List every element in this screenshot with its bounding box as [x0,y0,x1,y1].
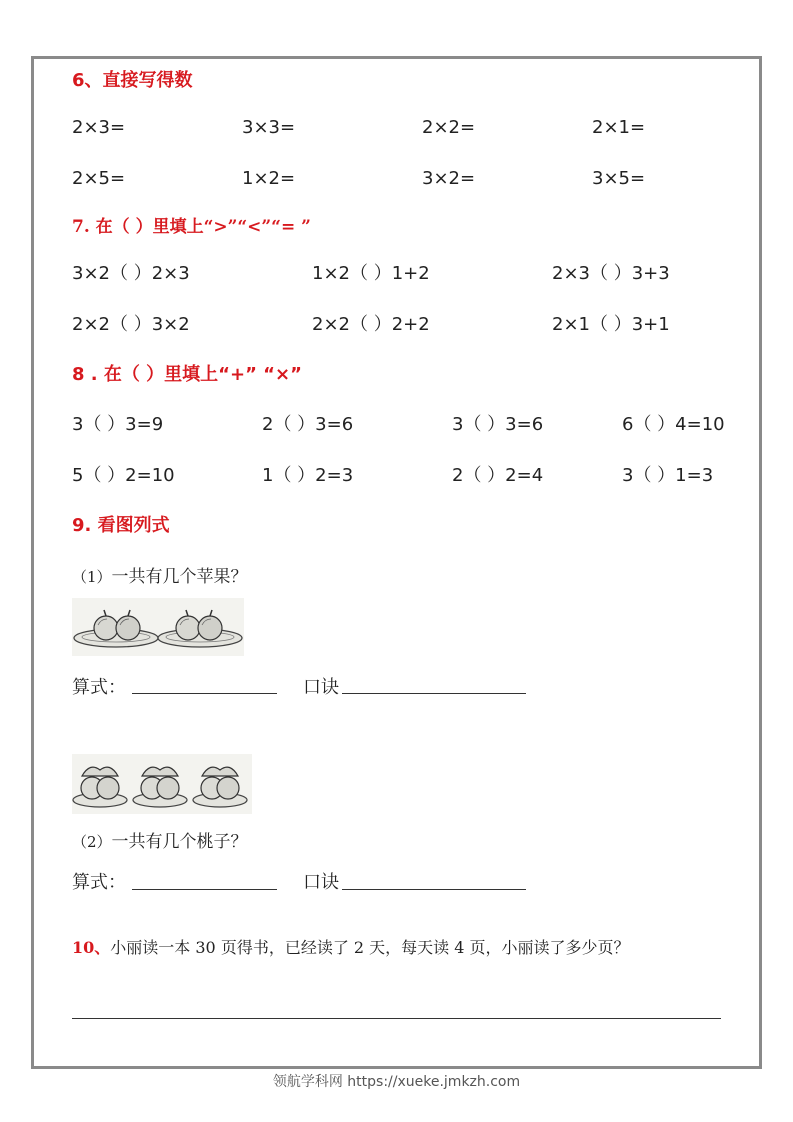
formula-label: 算式： [72,872,126,893]
q9-part2-text: 一共有几个桃子？ [111,832,248,852]
q10-answer-line[interactable] [72,1018,721,1019]
q10-number: 10、 [72,938,111,957]
q6-item: 3×3= [242,117,296,138]
q10-text: 小丽读一本 30 页得书，已经读了 2 天，每天读 4 页，小丽读了多少页？ [110,938,630,957]
q8-item: 2（ ）3=6 [262,414,354,435]
formula-answer-line[interactable] [132,889,277,890]
q6-title: 6、直接写得数 [72,70,193,91]
peaches-on-plates-image [72,754,252,814]
q7-item: 2×1（ ）3+1 [552,314,670,335]
q7-item: 1×2（ ）1+2 [312,263,430,284]
q7-item: 2×3（ ）3+3 [552,263,670,284]
rhyme-answer-line[interactable] [342,693,526,694]
rhyme-answer-line[interactable] [342,889,526,890]
q8-item: 2（ ）2=4 [452,465,544,486]
q9-part1-text: 一共有几个苹果？ [111,567,248,587]
q7-title: 7. 在（ ）里填上“>”“<”“= ” [72,217,311,237]
q8-item: 3（ ）1=3 [622,465,714,486]
peach-icon [141,767,179,799]
q6-item: 3×5= [592,168,646,189]
q7-item: 2×2（ ）2+2 [312,314,430,335]
formula-label: 算式： [72,677,126,698]
q9-title: 9. 看图列式 [72,515,170,536]
rhyme-label: 口诀 [303,872,339,893]
apples-on-plates-image [72,598,244,656]
q6-item: 3×2= [422,168,476,189]
q8-item: 3（ ）3=9 [72,414,164,435]
q8-item: 5（ ）2=10 [72,465,175,486]
q9-part2-number: （2） [72,833,112,851]
q8-item: 6（ ）4=10 [622,414,725,435]
q9-part2-question [72,827,248,852]
q7-item: 3×2（ ）2×3 [72,263,190,284]
q10-question [72,935,630,958]
footer-watermark: 领航学科网 https://xueke.jmkzh.com [272,1074,521,1090]
q6-item: 2×3= [72,117,126,138]
q6-item: 1×2= [242,168,296,189]
q9-part1-question [72,562,248,587]
q6-item: 2×1= [592,117,646,138]
peach-icon [201,767,239,799]
formula-answer-line[interactable] [132,693,277,694]
q8-title: 8 . 在（ ）里填上“+” “×” [72,364,302,385]
q8-item: 3（ ）3=6 [452,414,544,435]
q6-item: 2×2= [422,117,476,138]
rhyme-label: 口诀 [303,677,339,698]
q6-item: 2×5= [72,168,126,189]
peach-icon [81,767,119,799]
q8-item: 1（ ）2=3 [262,465,354,486]
q7-item: 2×2（ ）3×2 [72,314,190,335]
q9-part1-number: （1） [72,568,112,586]
